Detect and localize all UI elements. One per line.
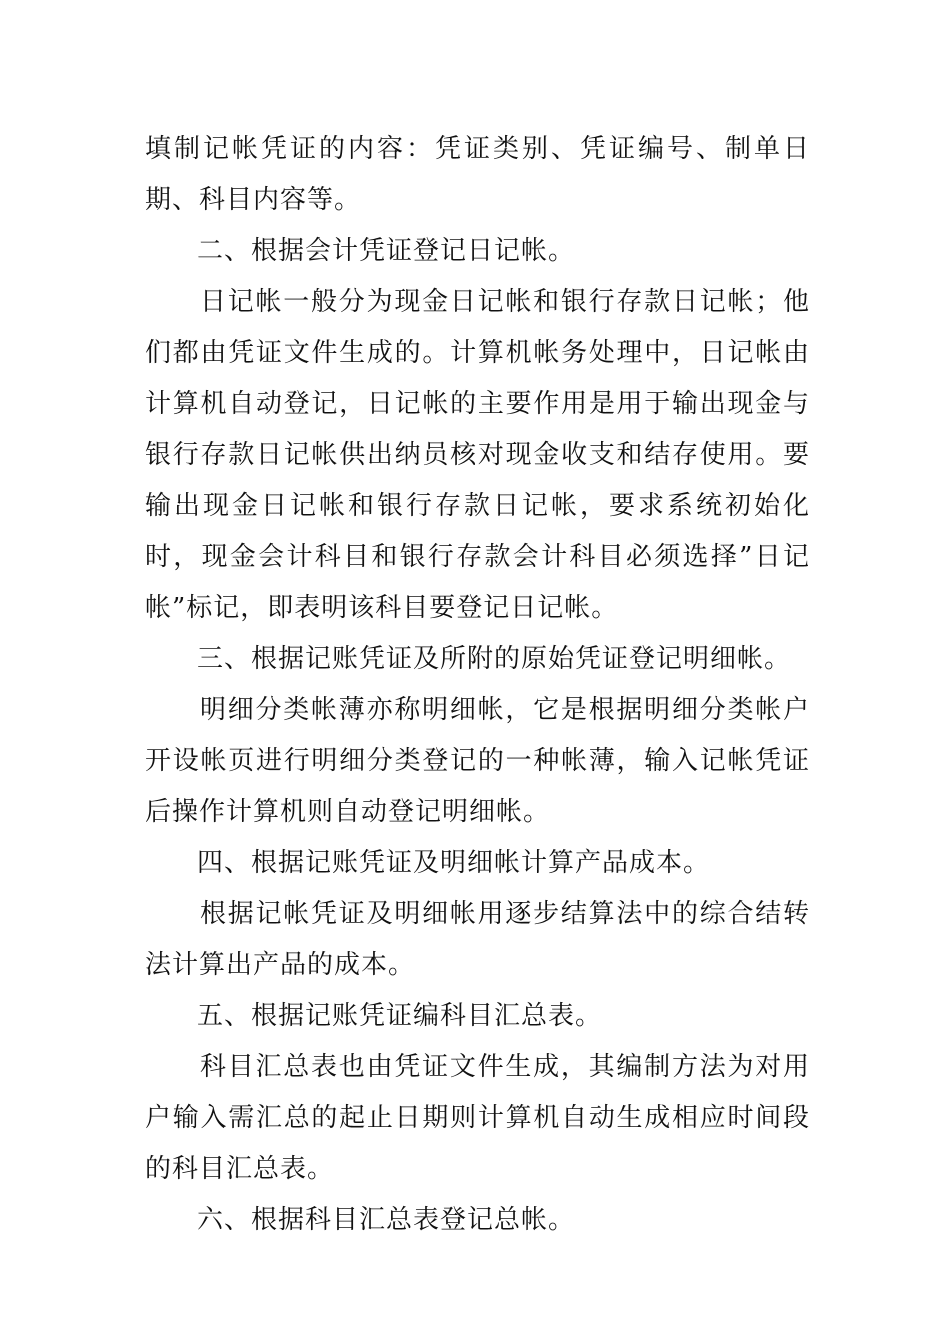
paragraph-ledger-detail: 明细分类帐薄亦称明细帐，它是根据明细分类帐户开设帐页进行明细分类登记的一种帐薄，输入记帐凭证后操作计算机则自动登记明细帐。 [145, 695, 810, 827]
section-heading-4: 四、根据记账凭证及明细帐计算产品成本。 [197, 848, 711, 878]
paragraph-summary-table: 科目汇总表也由凭证文件生成，其编制方法为对用户输入需汇总的起止日期则计算机自动生成相应时间段的科目汇总表。 [145, 1052, 810, 1184]
paragraph-product-cost: 根据记帐凭证及明细帐用逐步结算法中的综合结转法计算出产品的成本。 [145, 899, 810, 980]
section-heading-6: 六、根据科目汇总表登记总帐。 [197, 1205, 576, 1235]
paragraph-voucher-content: 填制记帐凭证的内容：凭证类别、凭证编号、制单日期、科目内容等。 [145, 134, 810, 215]
document-body [145, 124, 810, 1246]
section-heading-3: 三、根据记账凭证及所附的原始凭证登记明细帐。 [197, 644, 792, 674]
section-heading-2: 二、根据会计凭证登记日记帐。 [197, 236, 576, 266]
section-heading-5: 五、根据记账凭证编科目汇总表。 [197, 1001, 603, 1031]
paragraph-journal: 日记帐一般分为现金日记帐和银行存款日记帐；他们都由凭证文件生成的。计算机帐务处理中，日记帐由计算机自动登记，日记帐的主要作用是用于输出现金与银行存款日记帐供出纳员核对现金收支和结存使用。要输出现金日记帐和银行存款日记帐，要求系统初始化时，现金会计科目和银行存款会计科目必须选择”日记帐”标记，即表明该科目要登记日记帐。 [145, 287, 810, 623]
